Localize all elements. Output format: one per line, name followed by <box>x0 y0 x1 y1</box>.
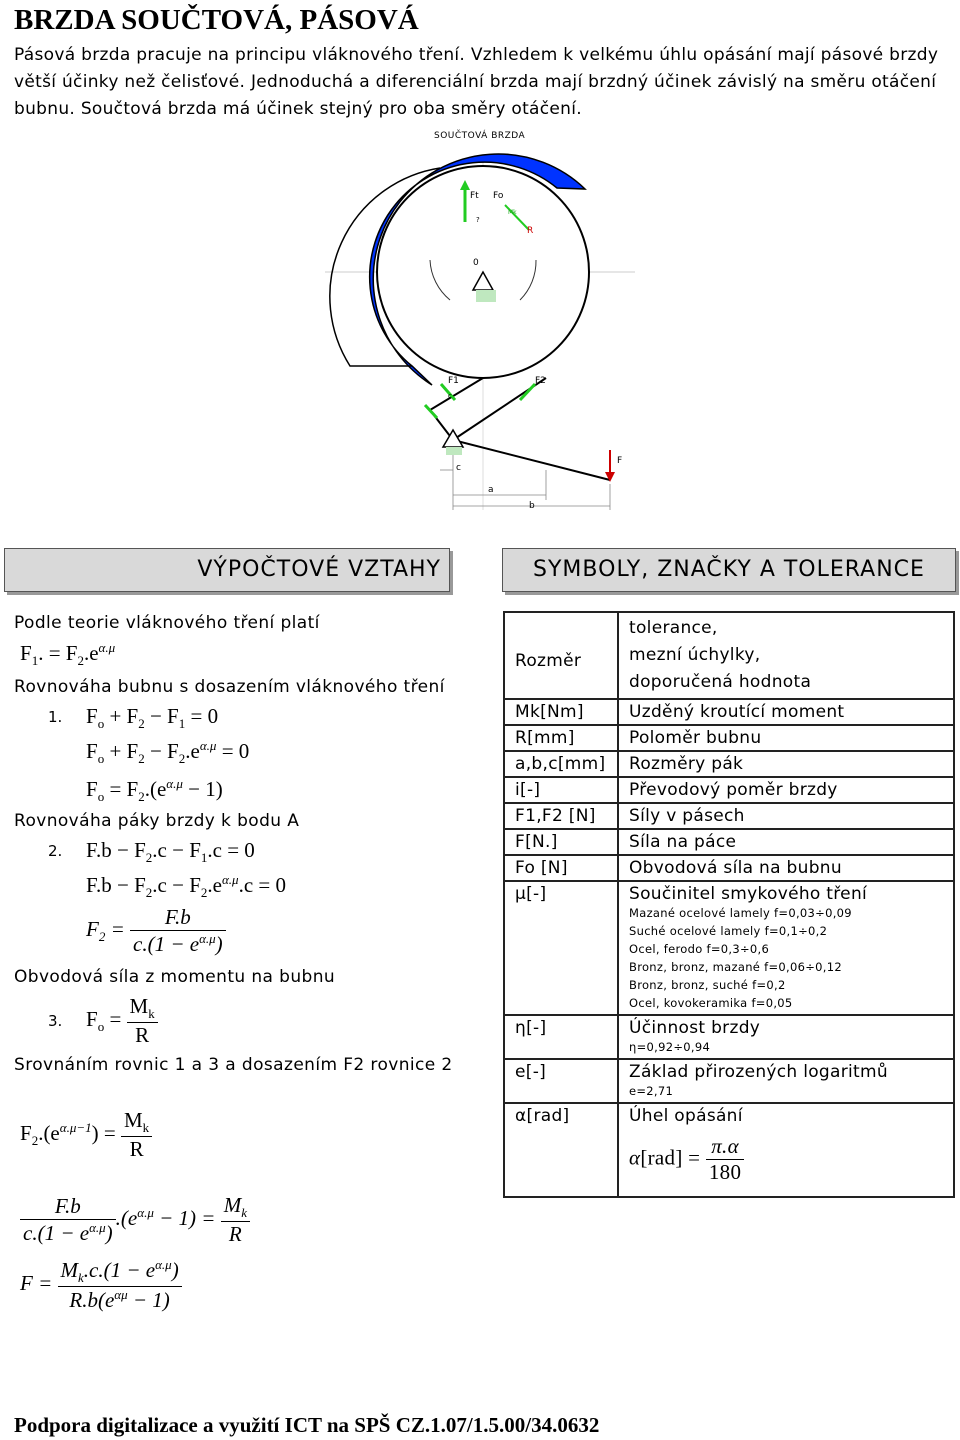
label-r: R <box>527 226 534 236</box>
table-row: i[-] Převodový poměr brzdy <box>504 777 954 803</box>
equation-4c: F = $\frac{M_k.c.(1 - e^{\alpha.\mu})}{R.b(e^{\alpha\mu} - 1)}$ <box>20 1257 182 1313</box>
equation-1a: $F_o + F_2 - F_1 = 0$ <box>86 704 219 732</box>
brake-diagram <box>260 150 660 520</box>
label-fo: Fo <box>493 191 504 201</box>
label-f2: F2 <box>535 376 546 386</box>
table-row: R[mm] Poloměr bubnu <box>504 725 954 751</box>
intro-text: Pásová brzda pracuje na principu vláknového tření. Vzhledem k velkému úhlu opásání mají pásové brzdy větší účinky než čelisťové. Jednoduchá a diferenciální brzda mají brzdný účinek závislý na směru otáčení bubnu. Součtová brzda má účinek stejný pro oba směry otáčení. <box>14 45 939 119</box>
equation-number-1: 1. <box>48 708 63 726</box>
table-row-mu: μ[-] Součinitel smykového tření Mazané ocelové lamely f=0,03÷0,09 Suché ocelové lamely f=0,1÷0,2 Ocel, ferodo f=0,3÷0,6 Bronz, bronz, mazané f=0,06÷0,12 Bronz, bronz, suché f=0,2 Ocel, kovokeramika f=0,05 <box>504 881 954 1015</box>
header-tolerance: tolerance, mezní úchylky, doporučená hodnota <box>618 612 954 699</box>
equation-number-2: 2. <box>48 842 63 860</box>
label-c1: c <box>448 392 452 400</box>
label-q: ? <box>476 216 480 224</box>
text-fiber-friction: Podle teorie vláknového tření platí <box>14 613 320 633</box>
table-header-row <box>504 612 954 699</box>
label-a: a <box>488 485 494 495</box>
equation-1c: $F_o = F_2.(e^{\alpha.\mu} - 1)$ <box>86 776 223 805</box>
equation-2c: $F_2$ = $\frac{F.b}{c.(1 - e^{\alpha.\mu})}$ <box>86 905 226 957</box>
equation-1b: $F_o + F_2 - F_2.e^{\alpha.\mu} = 0$ <box>86 738 250 767</box>
table-row-eta: η[-] Účinnost brzdy η=0,92÷0,94 <box>504 1015 954 1059</box>
equation-number-3: 3. <box>48 1012 63 1030</box>
table-row: F[N.] Síla na páce <box>504 829 954 855</box>
table-row: a,b,c[mm] Rozměry pák <box>504 751 954 777</box>
section-header-calculations: VÝPOČTOVÉ VZTAHY <box>4 548 450 592</box>
section-header-symbols: SYMBOLY, ZNAČKY A TOLERANCE <box>502 548 956 592</box>
text-drum-balance: Rovnováha bubnu s dosazením vláknového tření <box>14 677 445 697</box>
equation-fiber: $F_1$. = $F_2.e^{\alpha.\mu}$ <box>20 640 116 669</box>
equation-alpha: α[rad] = $\frac{\pi.\alpha}{180}$ <box>629 1134 947 1185</box>
label-mk: Mk <box>508 209 517 216</box>
label-c2: c <box>456 463 461 473</box>
text-circumferential-force: Obvodová síla z momentu na bubnu <box>14 967 336 987</box>
table-row: Mk[Nm] Uzděný kroutící moment <box>504 699 954 725</box>
equation-4a: $F_2.(e^{\alpha.\mu-1})$ = $\frac{M_k}{R}$ <box>20 1108 152 1162</box>
page-title: BRZDA SOUČTOVÁ, PÁSOVÁ <box>14 4 419 36</box>
text-comparison: Srovnáním rovnic 1 a 3 a dosazením F2 rovnice 2 <box>14 1055 453 1075</box>
figure-caption: SOUČTOVÁ BRZDA <box>434 131 526 141</box>
header-dimension: Rozměr <box>504 612 618 699</box>
text-lever-balance: Rovnováha páky brzdy k bodu A <box>14 811 300 831</box>
footer: Podpora digitalizace a využití ICT na SPŠ CZ.1.07/1.5.00/34.0632 <box>14 1413 600 1437</box>
symbols-table <box>503 611 955 1198</box>
label-zero: 0 <box>473 258 479 268</box>
table-row: Fo [N] Obvodová síla na bubnu <box>504 855 954 881</box>
equation-3: $F_o$ = $\frac{M_k}{R}$ <box>86 994 158 1048</box>
equation-4b: $\frac{F.b}{c.(1 - e^{\alpha.\mu})}$ $.(e^{\alpha.\mu} - 1)$ = $\frac{M_k}{R}$ <box>20 1193 250 1247</box>
table-row: F1,F2 [N] Síly v pásech <box>504 803 954 829</box>
table-row-e: e[-] Základ přirozených logaritmů e=2,71 <box>504 1059 954 1103</box>
label-ft: Ft <box>470 191 479 201</box>
equation-2a: $F.b - F_2.c - F_1.c = 0$ <box>86 838 255 866</box>
equation-2b: $F.b - F_2.c - F_2.e^{\alpha.\mu}.c = 0$ <box>86 872 286 901</box>
label-f: F <box>617 456 623 466</box>
label-b: b <box>529 501 535 511</box>
label-f1: F1 <box>448 376 459 386</box>
table-row-alpha: α[rad] Úhel opásání α[rad] = $\frac{\pi.\alpha}{180}$ <box>504 1103 954 1197</box>
